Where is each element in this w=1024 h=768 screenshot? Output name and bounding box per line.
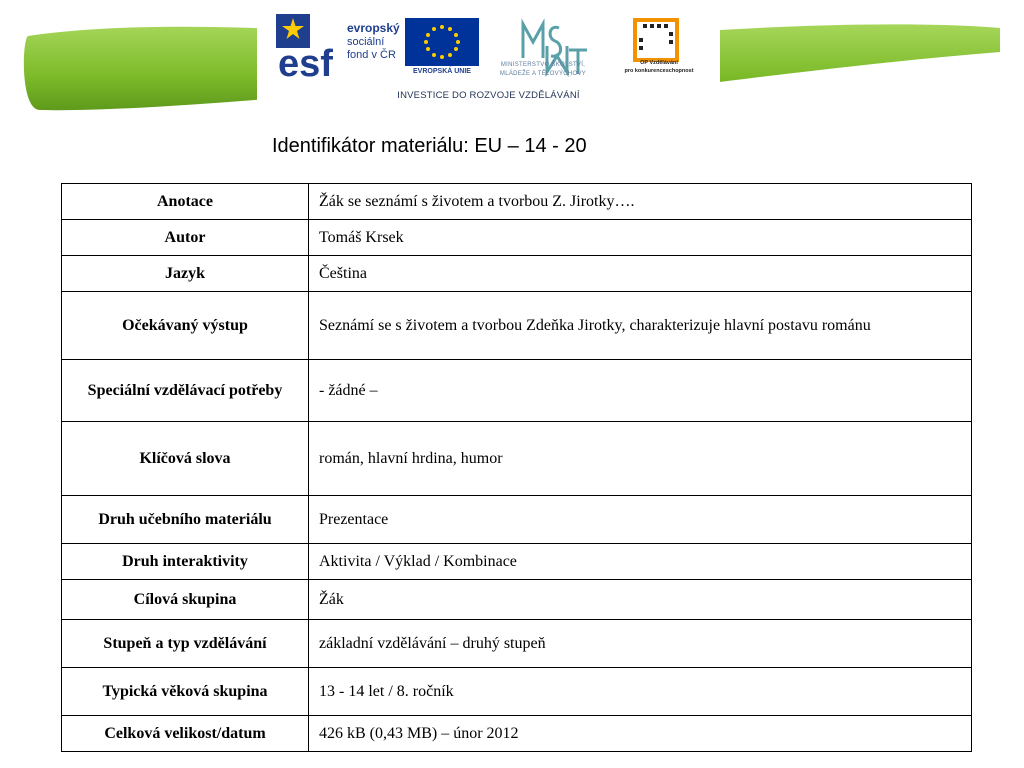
- table-row: [62, 184, 972, 220]
- row-value: Čeština: [309, 256, 972, 292]
- table-row: [62, 256, 972, 292]
- row-label: Autor: [62, 220, 309, 256]
- op-caption-line-1: OP Vzdělávání: [640, 60, 678, 66]
- esf-letters: esf: [278, 43, 333, 80]
- row-value: 426 kB (0,43 MB) – únor 2012: [309, 716, 972, 752]
- row-value: základní vzdělávání – druhý stupeň: [309, 620, 972, 668]
- row-label: Klíčová slova: [62, 422, 309, 496]
- eu-caption: EVROPSKÁ UNIE: [413, 68, 471, 75]
- table-row: [62, 668, 972, 716]
- row-label: Speciální vzdělávací potřeby: [62, 360, 309, 422]
- row-label: Druh interaktivity: [62, 544, 309, 580]
- msmt-caption-line-2: MLÁDEŽE A TĚLOVÝCHOVY: [499, 71, 587, 77]
- row-label: Očekávaný výstup: [62, 292, 309, 360]
- op-caption-line-2: pro konkurenceschopnost: [624, 68, 694, 74]
- row-value: Seznámí se s životem a tvorbou Zdeňka Jirotky, charakterizuje hlavní postavu románu: [309, 292, 972, 360]
- table-row: [62, 544, 972, 580]
- row-value: Aktivita / Výklad / Kombinace: [309, 544, 972, 580]
- table-row: [62, 716, 972, 752]
- table-row: [62, 580, 972, 620]
- table-row: [62, 292, 972, 360]
- table-row: [62, 360, 972, 422]
- esf-text-line-1: evropský: [347, 21, 400, 35]
- material-identifier-title: Identifikátor materiálu: EU – 14 - 20: [272, 135, 587, 157]
- row-value: Prezentace: [309, 496, 972, 544]
- logo-banner: [257, 0, 720, 115]
- metadata-table: [61, 183, 972, 752]
- row-label: Typická věková skupina: [62, 668, 309, 716]
- row-label: Celková velikost/datum: [62, 716, 309, 752]
- table-row: [62, 220, 972, 256]
- row-label: Druh učebního materiálu: [62, 496, 309, 544]
- row-value: Žák se seznámí s životem a tvorbou Z. Jirotky….: [309, 184, 972, 220]
- row-label: Stupeň a typ vzdělávání: [62, 620, 309, 668]
- table-row: [62, 620, 972, 668]
- row-label: Cílová skupina: [62, 580, 309, 620]
- row-value: román, hlavní hrdina, humor: [309, 422, 972, 496]
- esf-text-line-2: sociální: [347, 36, 385, 48]
- row-label: Jazyk: [62, 256, 309, 292]
- row-value: 13 - 14 let / 8. ročník: [309, 668, 972, 716]
- msmt-caption-line-1: MINISTERSTVO ŠKOLSTVÍ,: [500, 62, 586, 68]
- row-label: Anotace: [62, 184, 309, 220]
- table-row: [62, 496, 972, 544]
- esf-text-line-3: fond v ČR: [347, 49, 396, 61]
- row-value: Tomáš Krsek: [309, 220, 972, 256]
- row-value: Žák: [309, 580, 972, 620]
- table-row: [62, 422, 972, 496]
- row-value: - žádné –: [309, 360, 972, 422]
- investice-tagline: INVESTICE DO ROZVOJE VZDĚLÁVÁNÍ: [397, 90, 580, 101]
